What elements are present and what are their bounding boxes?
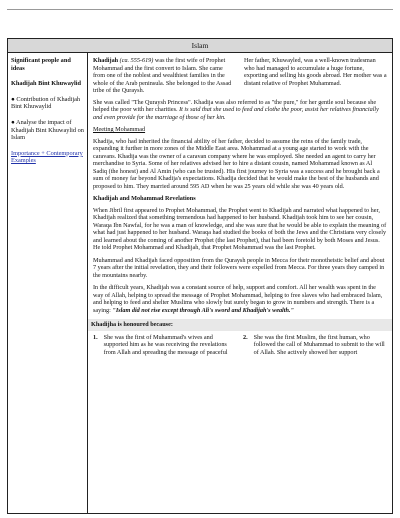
- princess-plain: She was called "The Quraysh Princess". Khadija was also referred to as "the pure," for her gentle soul because she helped the poor with her charities.: [93, 98, 377, 113]
- honour-item-1-number: 1.: [93, 333, 98, 341]
- revelations-paragraph-3: [93, 284, 387, 314]
- lesson-table: [7, 38, 393, 514]
- bullet-contribution-text: Contribution of Khadijah Bint Khuwaylid: [11, 95, 81, 111]
- bullet-analyse-text: Analyse the impact of Khadijah Bint Khuwaylid on Islam: [11, 118, 84, 142]
- main-content: [88, 53, 392, 513]
- revelations-quote: "Islam did not rise except through Ali's sword and Khadijah's wealth.": [112, 306, 294, 314]
- intro-left: [93, 57, 236, 95]
- honour-item-2-number: 2.: [243, 333, 248, 341]
- revelations-heading: Khadijah and Mohammad Revelations: [93, 195, 196, 202]
- intro-right: Her father, Khuwayled, was a well-known tradesman who had managed to accumulate a huge fortune, exporting and selling his goods abroad. Her mother was a distant relative of Prophet Muhammad.: [244, 57, 387, 87]
- section-title: Significant people and ideas: [11, 57, 71, 72]
- honour-item-2: [243, 334, 387, 357]
- table-header: Islam: [8, 39, 392, 53]
- meeting-heading: Meeting Mohammad: [93, 126, 146, 133]
- honour-item-2-text: She was the first Muslim, the first human, who followed the call of Muhammad to submit to the will of Allah. She actively showed her support: [253, 333, 385, 356]
- intro-name: Khadijah: [93, 57, 119, 64]
- princess-paragraph: [93, 99, 387, 122]
- revelations-p3-plain: In the difficult years, Khadijah was a constant source of help, support and comfort. All her wealth was spent in the way of Allah, helping to spread the message of Prophet Mohammad, helping to free slaves who had embraced Islam, and helping to feed and shelter Muslims who slowly but surely began to grow in numbers and strength. There is a saying:: [93, 284, 383, 314]
- honour-heading: Khadijha is honoured because:: [88, 319, 392, 331]
- bullet-contribution: ● Contribution of Khadijah Bint Khuwaylid: [11, 95, 81, 111]
- left-column: [8, 53, 88, 513]
- intro-dates: (ca. 555-619): [119, 57, 154, 64]
- princess-italic: It is said that she used to feed and clothe the poor, assist her relatives financially and even provide for the marriage of those of her kin.: [93, 106, 379, 121]
- meeting-paragraph: Khadija, who had inherited the financial ability of her father, decided to assume the reins of the family trade, expanding it further in more zones of the Middle East area. Mohammad at a young age started to work with the caravans. Khadija was the owner of a caravan company where he was employed. She needed an agent to carry her merchandise to Syria. Some of her relatives advised her to hire a distant cousin, named Mohammad known as Al Sadiq (the honest) and Al Amin (who can be trusted). His first journey to Syria was a success and he brought back a sum of money far beyond Khadija's expectations. Khadija decided that he would make the best of the husbands and proposed to him. They married around 595 AD when he was 25 years old while she was 40 years old.: [93, 137, 380, 190]
- honour-list: [93, 334, 387, 357]
- revelations-paragraph-2: Muhammad and Khadijah faced opposition from the Quraysh people in Mecca for their monotheistic belief and about 7 years after the initial revelation, they and their followers were expelled from Mecca. For three years they camped in the mountains nearby.: [93, 256, 385, 279]
- intro-left-text: was the first wife of Prophet Mohammad and the first convert to Islam. She came from one of the noblest and wealthiest families in the whole of the Arab peninsula. She belonged to the Assad tribe of the Quraysh.: [93, 57, 232, 94]
- honour-item-1: [93, 334, 237, 357]
- top-rule: [7, 9, 393, 24]
- person-name: Khadijah Bint Khuwaylid: [11, 80, 81, 88]
- honour-item-1-text: She was the first of Muhammad's wives and supported him as he was receiving the revelations from Allah and spreading the message of peaceful: [103, 333, 228, 356]
- revelations-paragraph-1: When Jibril first appeared to Prophet Mohammad, the Prophet went to Khadijah and narrated what happened to her, Khadijah realized that something tremendous had happened to her husband. Khadijah took him to see her cousin, Waraqa Ibn Nawfal, for he was a man of knowledge, and she was sure that he would be able to explain the meaning of what had just happened to her husband. Waraqa had studied the books of both the Jews and the Christians very closely and learned about the coming of another Prophet (the last Prophet), that had been foretold by both Moses and Jesus. He told Prophet Mohammad and Khadijah, that Prophet Mohammad was the last Prophet.: [93, 206, 387, 251]
- bullet-analyse: ● Analyse the impact of Khadijah Bint Khuwaylid on Islam: [11, 118, 84, 142]
- intro-columns: [93, 57, 387, 95]
- importance-link[interactable]: Importance + Contemporary Examples: [11, 149, 83, 165]
